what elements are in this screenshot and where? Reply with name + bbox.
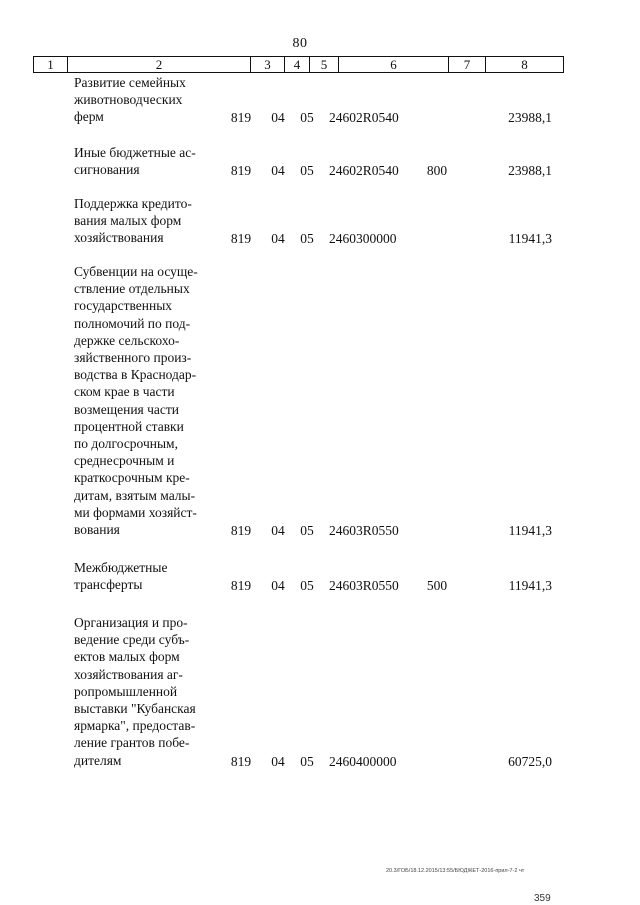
row-cell-c3: 819	[230, 231, 252, 247]
description-line: хозяйствования	[74, 230, 164, 246]
row-cell-c6: 24603R0550	[329, 523, 399, 538]
row-description	[74, 195, 216, 247]
row-cell-c8: 23988,1	[508, 110, 552, 126]
row-cell-c5: 05	[300, 110, 314, 126]
footer-document-id: 20.3/ГОБ/18.12.2015/13:55/БЮДЖЕТ-2016-прил-7-2 чт	[386, 868, 525, 874]
column-header-2: 2	[68, 57, 251, 73]
page-number: 80	[292, 36, 308, 51]
row-cell-c7: 800	[426, 163, 448, 179]
description-line: ствление отдельных	[74, 281, 190, 297]
row-cell-c8: 11941,3	[508, 523, 552, 538]
description-line: трансферты	[74, 577, 143, 593]
description-line: возмещения части	[74, 401, 180, 417]
row-cell-c8: 60725,0	[508, 753, 552, 769]
row-cell-c4: 04	[271, 578, 285, 594]
description-line: Иные бюджетные ас-	[74, 145, 196, 160]
description-line: Организация и про-	[74, 615, 188, 630]
row-cell-c4: 04	[271, 523, 285, 538]
row-description	[74, 559, 216, 593]
description-line: полномочий по под-	[74, 315, 191, 331]
row-cell-c6: 2460400000	[329, 753, 397, 769]
row-cell-c8: 11941,3	[508, 578, 552, 594]
description-line: процентной ставки	[74, 418, 184, 434]
description-line: дитам, взятым малы-	[74, 487, 196, 503]
column-header-4: 4	[285, 57, 310, 73]
row-description	[74, 144, 216, 178]
column-header-5: 5	[310, 57, 339, 73]
row-description	[74, 74, 216, 126]
description-line: ропромышленной	[74, 683, 178, 699]
description-line: по долгосрочным,	[74, 436, 178, 452]
description-line: ление грантов побе-	[74, 735, 190, 751]
description-line: государственных	[74, 298, 173, 314]
row-cell-c4: 04	[271, 231, 285, 247]
column-header-8: 8	[486, 57, 564, 73]
row-cell-c6: 2460300000	[329, 231, 397, 247]
row-cell-c3: 819	[230, 578, 252, 594]
row-cell-c5: 05	[300, 231, 314, 247]
description-line: зяйственного произ-	[74, 350, 192, 366]
row-cell-c3: 819	[230, 523, 252, 538]
row-cell-c5: 05	[300, 163, 314, 179]
description-line: животноводческих	[74, 92, 183, 108]
description-line: ском крае в части	[74, 384, 175, 400]
row-cell-c6: 24603R0550	[329, 578, 399, 594]
description-line: держке сельскохо-	[74, 332, 180, 348]
description-line: сигнования	[74, 162, 140, 178]
row-cell-c7: 500	[426, 578, 448, 594]
row-description	[74, 614, 216, 769]
row-cell-c3: 819	[230, 163, 252, 179]
row-cell-c8: 11941,3	[508, 231, 552, 247]
row-cell-c3: 819	[230, 753, 252, 769]
description-line: дителям	[74, 752, 122, 768]
description-line: вания малых форм	[74, 213, 182, 229]
description-line: Поддержка кредито-	[74, 196, 192, 211]
description-line: водства в Краснодар-	[74, 367, 197, 383]
description-line: Развитие семейных	[74, 75, 186, 90]
description-line: Межбюджетные	[74, 560, 168, 575]
description-line: среднесрочным и	[74, 453, 175, 469]
description-line: вования	[74, 522, 120, 538]
description-line: краткосрочным кре-	[74, 470, 190, 486]
row-cell-c6: 24602R0540	[329, 110, 399, 126]
column-header-7: 7	[449, 57, 486, 73]
description-line: ведение среди субъ-	[74, 632, 190, 648]
row-cell-c8: 23988,1	[508, 163, 552, 179]
row-cell-c3: 819	[230, 110, 252, 126]
description-line: ми формами хозяйст-	[74, 504, 197, 520]
row-cell-c4: 04	[271, 163, 285, 179]
description-line: ферм	[74, 109, 104, 125]
column-header-1: 1	[34, 57, 68, 73]
row-cell-c4: 04	[271, 753, 285, 769]
description-line: ярмарка", предостав-	[74, 718, 196, 734]
corner-page-mark: 359	[534, 893, 551, 904]
row-cell-c6: 24602R0540	[329, 163, 399, 179]
row-cell-c5: 05	[300, 523, 314, 538]
description-line: хозяйствования аг-	[74, 666, 183, 682]
row-cell-c5: 05	[300, 753, 314, 769]
row-description	[74, 263, 216, 538]
column-header-6: 6	[339, 57, 449, 73]
description-line: Субвенции на осуще-	[74, 264, 198, 279]
row-cell-c4: 04	[271, 110, 285, 126]
row-cell-c5: 05	[300, 578, 314, 594]
description-line: ектов малых форм	[74, 649, 180, 665]
column-header-3: 3	[251, 57, 285, 73]
description-line: выставки "Кубанская	[74, 701, 196, 717]
